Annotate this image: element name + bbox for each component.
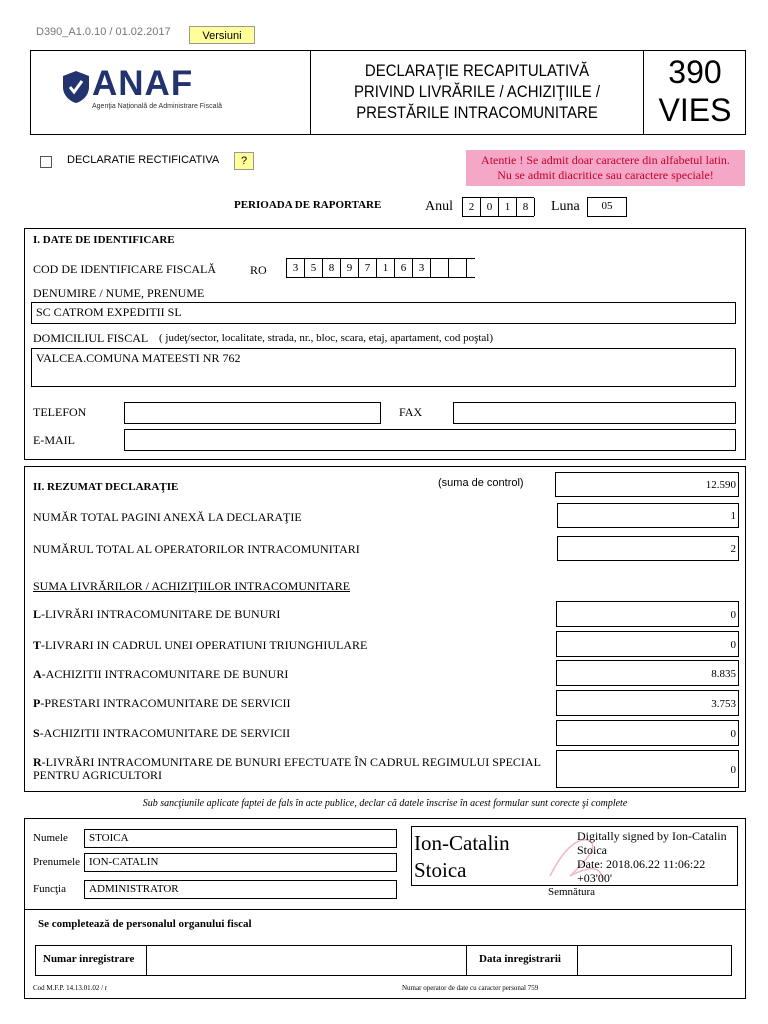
year-digit[interactable]: 1: [499, 198, 517, 216]
operator-note: Numar operator de date cu caracter personal 759: [402, 984, 539, 992]
form-type: VIES: [658, 92, 732, 128]
anaf-logo-text: ANAF: [92, 64, 194, 103]
first-name-label: Prenumele: [33, 856, 81, 868]
sums-heading: SUMA LIVRĂRILOR / ACHIZIŢIILOR INTRACOMUNITARE: [33, 579, 351, 593]
cif-digit[interactable]: 3: [287, 259, 305, 277]
cif-digit[interactable]: 8: [323, 259, 341, 277]
phone-label: TELEFON: [33, 405, 87, 419]
sum-row-key: L: [33, 607, 42, 621]
year-label: Anul: [425, 199, 453, 214]
versions-button[interactable]: Versiuni: [189, 26, 255, 44]
phone-input[interactable]: [124, 402, 381, 424]
name-input[interactable]: SC CATROM EXPEDITII SL: [31, 302, 736, 324]
sum-row-text: -LIVRARI IN CADRUL UNEI OPERATIUNI TRIUNGHIULARE: [41, 638, 368, 652]
name-label: DENUMIRE / NUME, PRENUME: [33, 286, 205, 300]
role-input[interactable]: ADMINISTRATOR: [84, 880, 397, 899]
sum-row-key: R: [33, 755, 42, 769]
fiscal-office-title: Se completează de personalul organului fiscal: [38, 918, 252, 930]
year-input[interactable]: [462, 197, 534, 217]
reg-number-input[interactable]: [150, 950, 460, 972]
rectificativa-help-button[interactable]: ?: [234, 152, 254, 170]
anaf-emblem-icon: [62, 70, 90, 104]
signature-name: [414, 830, 510, 884]
cif-input[interactable]: [286, 258, 475, 278]
operators-label: NUMĂRUL TOTAL AL OPERATORILOR INTRACOMUNITARI: [33, 542, 360, 556]
sum-row-text: -ACHIZITII INTRACOMUNITARE DE SERVICII: [39, 726, 291, 740]
sum-row-r-label: [33, 756, 541, 782]
sum-row-key: S: [33, 726, 40, 740]
sum-row-p-label: [33, 696, 290, 711]
first-name-input[interactable]: ION-CATALIN: [84, 853, 397, 872]
fax-input[interactable]: [453, 402, 736, 424]
sum-row-a-input[interactable]: 8.835: [556, 660, 739, 686]
identification-title: I. DATE DE IDENTIFICARE: [33, 234, 175, 246]
form-number: 390: [668, 54, 722, 90]
cif-label: COD DE IDENTIFICARE FISCALĂ: [33, 262, 216, 276]
sum-row-p-input[interactable]: 3.753: [556, 690, 739, 716]
reg-date-label: Data inregistrarii: [479, 953, 561, 965]
rectificativa-checkbox[interactable]: [40, 156, 52, 168]
cif-digit[interactable]: 9: [341, 259, 359, 277]
form-date: 01.02.2017: [115, 26, 171, 38]
signature-label: Semnătura: [548, 886, 596, 898]
sum-row-l-label: [33, 607, 280, 622]
sum-row-key: P: [33, 696, 41, 710]
sig-line2: Stoica: [577, 843, 607, 857]
period-label: PERIOADA DE RAPORTARE: [234, 199, 382, 211]
sum-row-text: -LIVRĂRI INTRACOMUNITARE DE BUNURI: [41, 607, 281, 621]
sum-row-text: -LIVRĂRI INTRACOMUNITARE DE BUNURI EFECTUATE ÎN CADRUL REGIMULUI SPECIAL: [41, 755, 541, 769]
form-title-line3: PRESTĂRILE INTRACOMUNITARE: [356, 103, 598, 122]
form-title: [331, 60, 623, 123]
reg-date-input[interactable]: [581, 950, 729, 972]
pages-label: NUMĂR TOTAL PAGINI ANEXĂ LA DECLARAŢIE: [33, 510, 302, 524]
sig-line1: Digitally signed by Ion-Catalin: [577, 829, 727, 843]
last-name-label: Numele: [33, 832, 68, 844]
address-hint: ( judeţ/sector, localitate, strada, nr., bloc, scara, etaj, apartament, cod poştal): [159, 332, 494, 344]
sum-row-t-label: [33, 638, 367, 653]
month-label: Luna: [551, 199, 580, 214]
form-code: D390_A1.0.10 / 01.02.2017: [36, 26, 171, 38]
sum-row-t-input[interactable]: 0: [556, 631, 739, 657]
sig-line4: +03'00': [577, 871, 613, 885]
last-name-input[interactable]: STOICA: [84, 829, 397, 848]
sum-row-key: T: [33, 638, 42, 652]
sum-row-r-input[interactable]: 0: [556, 750, 739, 788]
reg-number-label: Numar inregistrare: [43, 953, 135, 965]
sum-row-text-2: PENTRU AGRICULTORI: [33, 768, 163, 782]
sig-line3: Date: 2018.06.22 11:06:22: [577, 857, 706, 871]
year-digit[interactable]: 8: [517, 198, 535, 216]
digital-signature-info: [577, 829, 727, 885]
sum-row-text: -PRESTARI INTRACOMUNITARE DE SERVICII: [40, 696, 291, 710]
registration-divider-3: [577, 945, 578, 976]
signature-name-line1: Ion-Catalin: [414, 831, 510, 855]
cif-digit[interactable]: [449, 259, 467, 277]
cif-digit[interactable]: 1: [377, 259, 395, 277]
cif-digit[interactable]: 7: [359, 259, 377, 277]
cif-digit[interactable]: [431, 259, 449, 277]
anaf-logo: [62, 64, 232, 114]
email-label: E-MAIL: [33, 433, 75, 447]
role-label: Funcţia: [33, 883, 66, 895]
control-sum-label: (suma de control): [438, 477, 524, 489]
rectificativa-label: DECLARATIE RECTIFICATIVA: [67, 154, 220, 166]
warning-line2: Nu se admit diacritice sau caractere speciale!: [497, 168, 714, 182]
registration-divider-1: [146, 945, 147, 976]
control-sum-input[interactable]: 12.590: [555, 472, 739, 497]
registration-divider-2: [466, 945, 467, 976]
year-digit[interactable]: 0: [481, 198, 499, 216]
form-title-line2: PRIVIND LIVRĂRILE / ACHIZIŢIILE /: [353, 82, 601, 101]
mfp-code: Cod M.F.P. 14.13.01.02 / r: [33, 984, 108, 992]
legal-note: Sub sancţiunile aplicate faptei de fals în acte publice, declar că datele înscrise în acest formular sunt corecte şi complete: [142, 798, 628, 809]
cif-digit[interactable]: 3: [413, 259, 431, 277]
operators-input[interactable]: 2: [557, 536, 739, 561]
warning-line1: Atentie ! Se admit doar caractere din alfabetul latin.: [481, 153, 730, 167]
cif-digit[interactable]: 5: [305, 259, 323, 277]
sum-row-a-label: [33, 667, 288, 682]
form-title-line1: DECLARAŢIE RECAPITULATIVĂ: [364, 61, 590, 80]
summary-title: II. REZUMAT DECLARAŢIE: [33, 481, 179, 493]
ro-prefix: RO: [250, 263, 267, 277]
anaf-logo-subtitle: Agenţia Naţională de Administrare Fiscală: [92, 103, 222, 110]
address-label: DOMICILIUL FISCAL: [33, 331, 149, 345]
latin-chars-warning: [466, 150, 745, 186]
email-input[interactable]: [124, 429, 736, 451]
cif-digit[interactable]: 6: [395, 259, 413, 277]
fax-label: FAX: [399, 405, 423, 419]
pages-input[interactable]: 1: [557, 503, 739, 528]
sum-row-key: A: [33, 667, 42, 681]
year-digit[interactable]: 2: [463, 198, 481, 216]
sum-row-s-label: [33, 726, 290, 741]
month-input[interactable]: 05: [587, 197, 627, 217]
address-input[interactable]: VALCEA.COMUNA MATEESTI NR 762: [31, 348, 736, 387]
signature-name-line2: Stoica: [414, 858, 467, 882]
sum-row-l-input[interactable]: 0: [556, 601, 739, 627]
sum-row-s-input[interactable]: 0: [556, 720, 739, 746]
sum-row-text: -ACHIZITII INTRACOMUNITARE DE BUNURI: [41, 667, 289, 681]
header-divider-1: [310, 50, 311, 135]
